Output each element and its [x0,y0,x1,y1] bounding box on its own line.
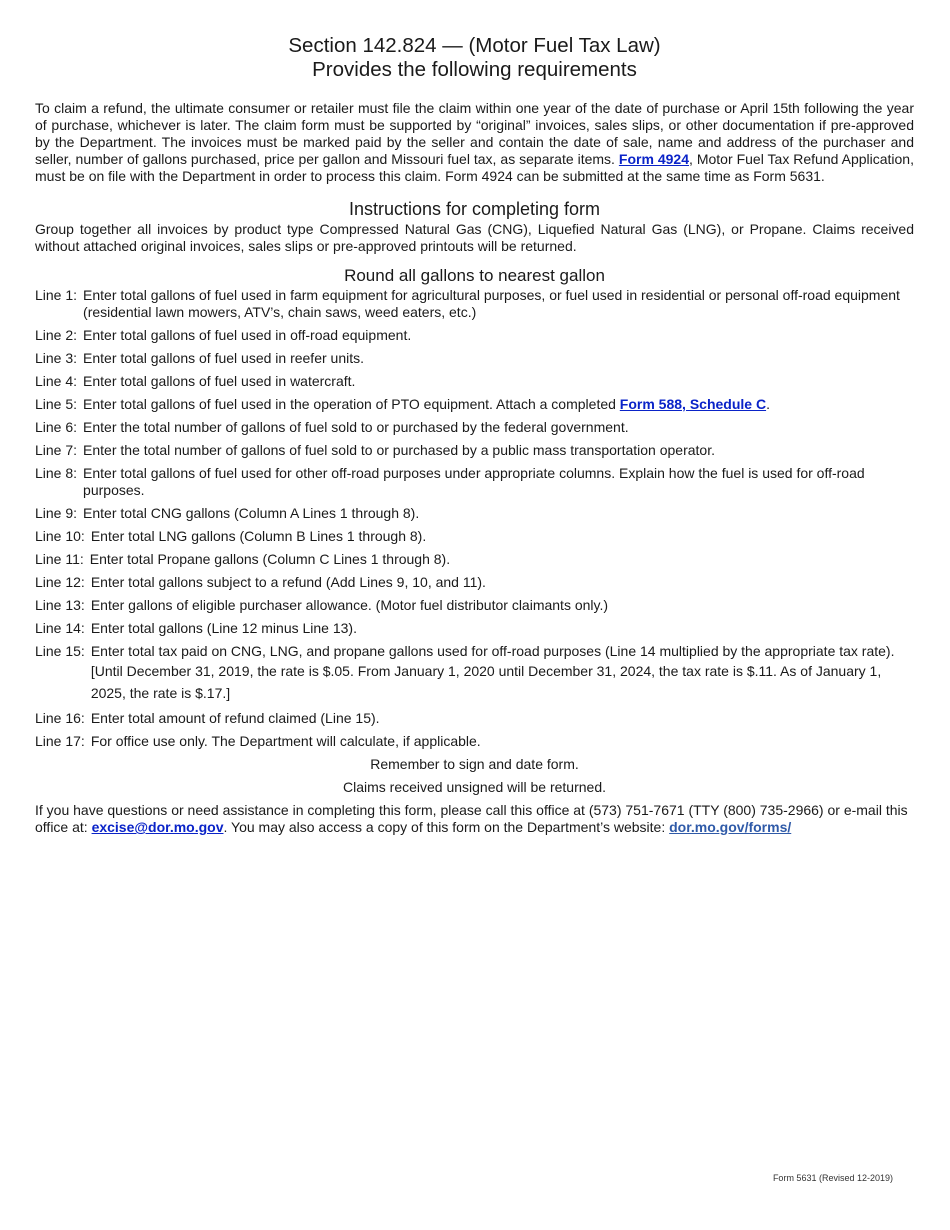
line-label: Line 13: [35,597,85,613]
tax-rate-note: [Until December 31, 2019, the rate is $.05. From January 1, 2020 until December 31, 2024, the tax rate is $.11. As of January 1, 2025, the rate is $.17.] [90,663,882,701]
rounding-heading: Round all gallons to nearest gallon [344,266,605,285]
line-item [35,528,914,545]
line-item [35,465,914,499]
line-item [35,327,914,344]
line-text: Enter total gallons of fuel used for other off-road purposes under appropriate columns. Explain how the fuel is used for off-road purposes. [83,465,865,498]
line-item [35,442,914,459]
line-label: Line 15: [35,643,85,659]
line-item [35,419,914,436]
title-line-2: Provides the following requirements [312,58,637,81]
line-item [35,597,914,614]
line-text: Enter total gallons of fuel used in farm equipment for agricultural purposes, or fuel used in residential or personal off-road equipment (residential lawn mowers, ATV’s, chain saws, weed eaters, etc.) [83,287,900,320]
line-item [35,643,914,704]
line-text-wrapper [83,396,914,413]
line-instructions-list [35,287,914,750]
line-text: Enter total tax paid on CNG, LNG, and propane gallons used for off-road purposes (Line 14 multiplied by the appropriate tax rate). [90,643,895,659]
contact-text-middle: . You may also access a copy of this form on the Department’s website: [223,819,670,835]
line-label: Line 4: [35,373,78,389]
line-item [35,350,914,367]
line-label: Line 3: [35,350,78,366]
sign-reminder: Remember to sign and date form. [370,756,579,772]
line-text: Enter the total number of gallons of fuel sold to or purchased by the federal government. [83,419,629,435]
intro-text-before: To claim a refund, the ultimate consumer or retailer must file the claim within one year of the date of purchase or April 15th following the year of purchase, whichever is later. The claim form must be supported by “original” invoices, sales slips, or other documentation if pre-approved by the Department. The invoices must be marked paid by the seller and contain the date of sale, name and address of the purchaser and seller, number of gallons purchased, price per gallon and Missouri fuel tax, as separate items. [35,100,914,167]
line-label: Line 17: [35,733,85,749]
line-item [35,710,914,727]
line-label: Line 8: [35,465,78,481]
line-item [35,396,914,413]
line-text: Enter total gallons of fuel used in watercraft. [83,373,356,389]
line-text: Enter total amount of refund claimed (Line 15). [90,710,380,726]
line-text-wrapper [91,643,914,704]
line-item [35,574,914,591]
line-label: Line 10: [35,528,85,544]
line-text: Enter gallons of eligible purchaser allowance. (Motor fuel distributor claimants only.) [90,597,609,613]
instructions-paragraph: Group together all invoices by product type Compressed Natural Gas (CNG), Liquefied Natural Gas (LNG), or Propane. Claims received without attached original invoices, sales slips or pre-approved printouts will be returned. [35,221,914,254]
line-text: Enter total gallons of fuel used in the operation of PTO equipment. Attach a completed [83,396,620,412]
line-item [35,505,914,522]
form-footer: Form 5631 (Revised 12-2019) [772,1173,893,1183]
line-text: Enter total gallons subject to a refund (Add Lines 9, 10, and 11). [90,574,486,590]
line-item [35,620,914,637]
line-label: Line 1: [35,287,78,303]
intro-paragraph [35,100,914,185]
contact-text-before: If you have questions or need assistance in completing this form, please call this office at (573) 751-7671 (TTY (800) 735-2966) or e-mail this office at: [35,802,908,835]
website-link[interactable]: dor.mo.gov/forms/ [669,819,792,835]
intro-text-after: , Motor Fuel Tax Refund Application, must be on file with the Department in order to process this claim. Form 4924 can be submitted at the same time as Form 5631. [35,151,914,184]
contact-paragraph [35,802,914,836]
line-label: Line 5: [35,396,78,412]
line-item [35,373,914,390]
instructions-heading: Instructions for completing form [348,199,601,219]
line-label: Line 7: [35,442,78,458]
line-label: Line 14: [35,620,85,636]
line-item [35,551,914,568]
form-588-schedule-c-link[interactable]: Form 588, Schedule C [619,396,767,412]
line-text: Enter total gallons (Line 12 minus Line 13). [90,620,357,636]
line-label: Line 6: [35,419,78,435]
title-line-1: Section 142.824 — (Motor Fuel Tax Law) [288,34,661,57]
line-item [35,287,914,321]
line-label: Line 2: [35,327,78,343]
line-item [35,733,914,750]
line-text: For office use only. The Department will calculate, if applicable. [90,733,481,749]
line-text: Enter total gallons of fuel used in reefer units. [83,350,364,366]
line-text: Enter total gallons of fuel used in off-road equipment. [83,327,412,343]
line-text: Enter total Propane gallons (Column C Lines 1 through 8). [89,551,451,567]
line-text: Enter total CNG gallons (Column A Lines 1 through 8). [83,505,420,521]
line-label: Line 11: [35,551,84,567]
page-title [35,34,914,82]
line-label: Line 12: [35,574,85,590]
instructions-page [35,34,914,836]
form-4924-link[interactable]: Form 4924 [618,151,689,167]
line-label: Line 16: [35,710,85,726]
line-text: Enter the total number of gallons of fuel sold to or purchased by a public mass transportation operator. [83,442,715,458]
line-text: Enter total LNG gallons (Column B Lines 1 through 8). [90,528,427,544]
line-label: Line 9: [35,505,78,521]
line-text-after: . [766,396,770,412]
unsigned-warning: Claims received unsigned will be returned. [342,779,607,795]
email-link[interactable]: excise@dor.mo.gov [91,819,224,835]
